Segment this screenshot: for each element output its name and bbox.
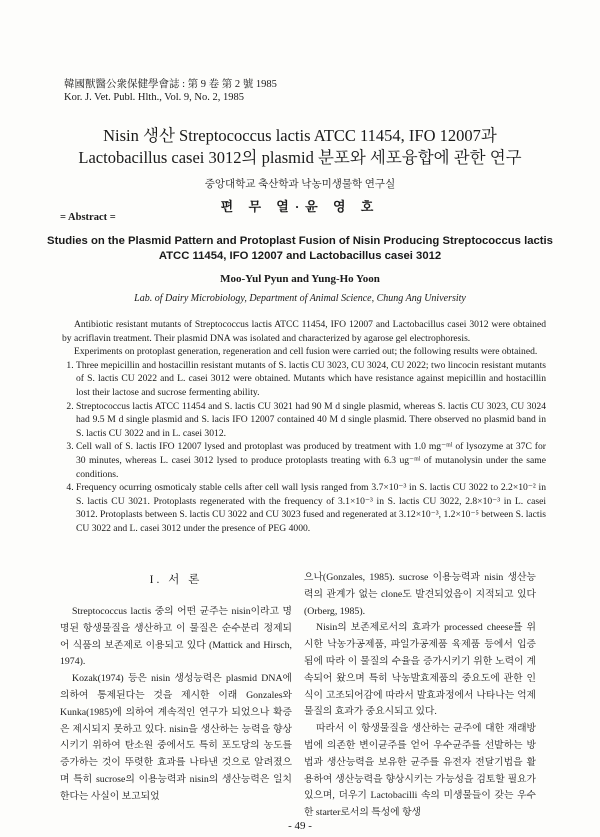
affiliation-korean: 중앙대학교 축산학과 낙농미생물학 연구실 — [204, 179, 396, 190]
abstract-result-item: 3. Cell wall of S. lactis IFO 12007 lysed and protoplast was produced by treatment with 1.0 mg⁻ᵐˡ of lysozyme at 37C for 30 minutes, whereas L. casei 3012 lysed to produce protoplasts treating with 6.3 ug⁻ᵐˡ of mutanolysin under the same conditions. — [76, 440, 546, 481]
right-column — [304, 570, 536, 822]
english-affiliation: Lab. of Dairy Microbiology, Department of Animal Science, Chung Ang University — [134, 293, 466, 304]
abstract-intro-2: Experiments on protoplast generation, regeneration and cell fusion were carried out; the following results were obtained. — [74, 346, 538, 358]
paragraph: 으나(Gonzales, 1985). sucrose 이용능력과 nisin 생산능력의 관계가 없는 clone도 발견되었음이 지적되고 있다(Orberg, 1985). — [304, 572, 536, 617]
abstract-body — [62, 318, 546, 536]
left-column — [60, 604, 292, 806]
english-title — [40, 234, 560, 264]
english-title-line-2: ATCC 11454, IFO 12007 and Lactobacillus casei 3012 — [158, 250, 442, 262]
title-line-1: Nisin 생산 Streptococcus lactis ATCC 11454, IFO 12007과 — [103, 126, 497, 145]
paragraph: Streptococcus lactis 중의 어떤 균주는 nisin이라고 명명된 항생물질을 생산하고 이 물질은 순수분리 정제되어 식품의 보존제로 이용되고 있다 (Mattick and Hirsch, 1974). — [60, 606, 292, 668]
abstract-result-item: 2. Streptococcus lactis ATCC 11454 and S. lactis CU 3021 had 90 M d single plasmid, whereas S. lactis CU 3023, CU 3024 had 9.5 M d single plasmid and S. lacis IFO 12007 contained 40 M d single plasmid. There observed no plasmid band in S. lactis CU 3022 and in L. casei 3012. — [76, 400, 546, 441]
journal-line-english: Kor. J. Vet. Publ. Hlth., Vol. 9, No. 2, 1985 — [64, 92, 244, 103]
paper-title — [0, 125, 600, 169]
abstract-label: = Abstract = — [60, 212, 116, 223]
paragraph: 따라서 이 항생물질을 생산하는 균주에 대한 재래방법에 의존한 변이균주를 얻어 우수균주를 선발하는 방법과 생산능력을 보유한 균주를 유전자 전달기법을 활용하여 생산능력을 향상시키는 가능성을 검토할 필요가 있으며, 더우기 Lactobacilli 속의 미생물들이 갖는 우수한 starter로서의 특성에 항생 — [304, 723, 536, 819]
title-line-2: Lactobacillus casei 3012의 plasmid 분포와 세포융합에 관한 연구 — [78, 148, 522, 167]
english-title-line-1: Studies on the Plasmid Pattern and Protoplast Fusion of Nisin Producing Streptococcus lactis — [47, 235, 553, 247]
english-authors: Moo-Yul Pyun and Yung-Ho Yoon — [220, 273, 380, 285]
paragraph: Kozak(1974) 등은 nisin 생성능력은 plasmid DNA에 의하여 통제된다는 것을 제시한 이래 Gonzales와 Kunka(1985)에 의하여 계속적인 연구가 되었으나 확증은 제시되지 못하고 있다. nisin을 생산하는 능력을 향상시키기 위하여 탄소원 중에서도 특히 포도당의 농도를 증가하는 것이 뚜렷한 효과를 나타낸 것으로 알려졌으며 특히 sucrose의 이용능력과 nisin의 생산능력은 일치한다는 사실이 보고되었 — [60, 673, 292, 802]
page-number: - 49 - — [288, 820, 312, 832]
paragraph: Nisin의 보존제로서의 효과가 processed cheese를 위시한 낙농가공제품, 파일가공제품 육제품 등에서 입증됨에 따라 이 물질의 수율을 증가시키기 위한 노력이 계속되어 왔으며 특히 낙농발효제품의 중요도에 관한 인식이 고조되어감에 따라서 발효과정에서 나타나는 억제물질의 효과가 중요시되고 있다. — [304, 622, 536, 718]
authors-korean: 편 무 열·윤 영 호 — [220, 199, 380, 214]
section-heading-introduction: I. 서 론 — [149, 574, 203, 586]
abstract-result-item: 4. Frequency ocurring osmoticaly stable cells after cell wall lysis ranged from 3.7×10⁻³ in S. lactis CU 3022 to 2.2×10⁻² in S. lactis CU 3021. Protoplasts regenerated with the frequency of 3.1×10⁻³ in S. lactis CU 3022, 2.8×10⁻³ in L. casei 3012. Protoplasts between S. lactis CU 3022 and CU 3023 fused and regenerated at 3.12×10⁻³, 1.2×10⁻⁵ between S. lactis CU 3022 and L. casei 3012 under the presence of PEG 4000. — [76, 481, 546, 535]
abstract-intro: Antibiotic resistant mutants of Streptococcus lactis ATCC 11454, IFO 12007 and Lactobacillus casei 3012 were obtained by acriflavin treatment. Their plasmid DNA was isolated and characterized by agarose gel electrophoresis. — [62, 319, 546, 344]
abstract-result-item: 1. Three mepicillin and hostacillin resistant mutants of S. lactis CU 3023, CU 3024, CU 2022; two lincocin resistant mutants of S. lactis CU 2022 and L. casei 3012 were obtained. Mutants which have resistance against mepicillin and hostacillin lost their lactose and sucrose fermenting ability. — [76, 359, 546, 400]
journal-line-korean: 韓國獸醫公衆保健學會誌 : 第 9 卷 第 2 號 1985 — [64, 79, 277, 90]
abstract-results-list — [62, 359, 546, 536]
journal-header — [64, 78, 277, 104]
